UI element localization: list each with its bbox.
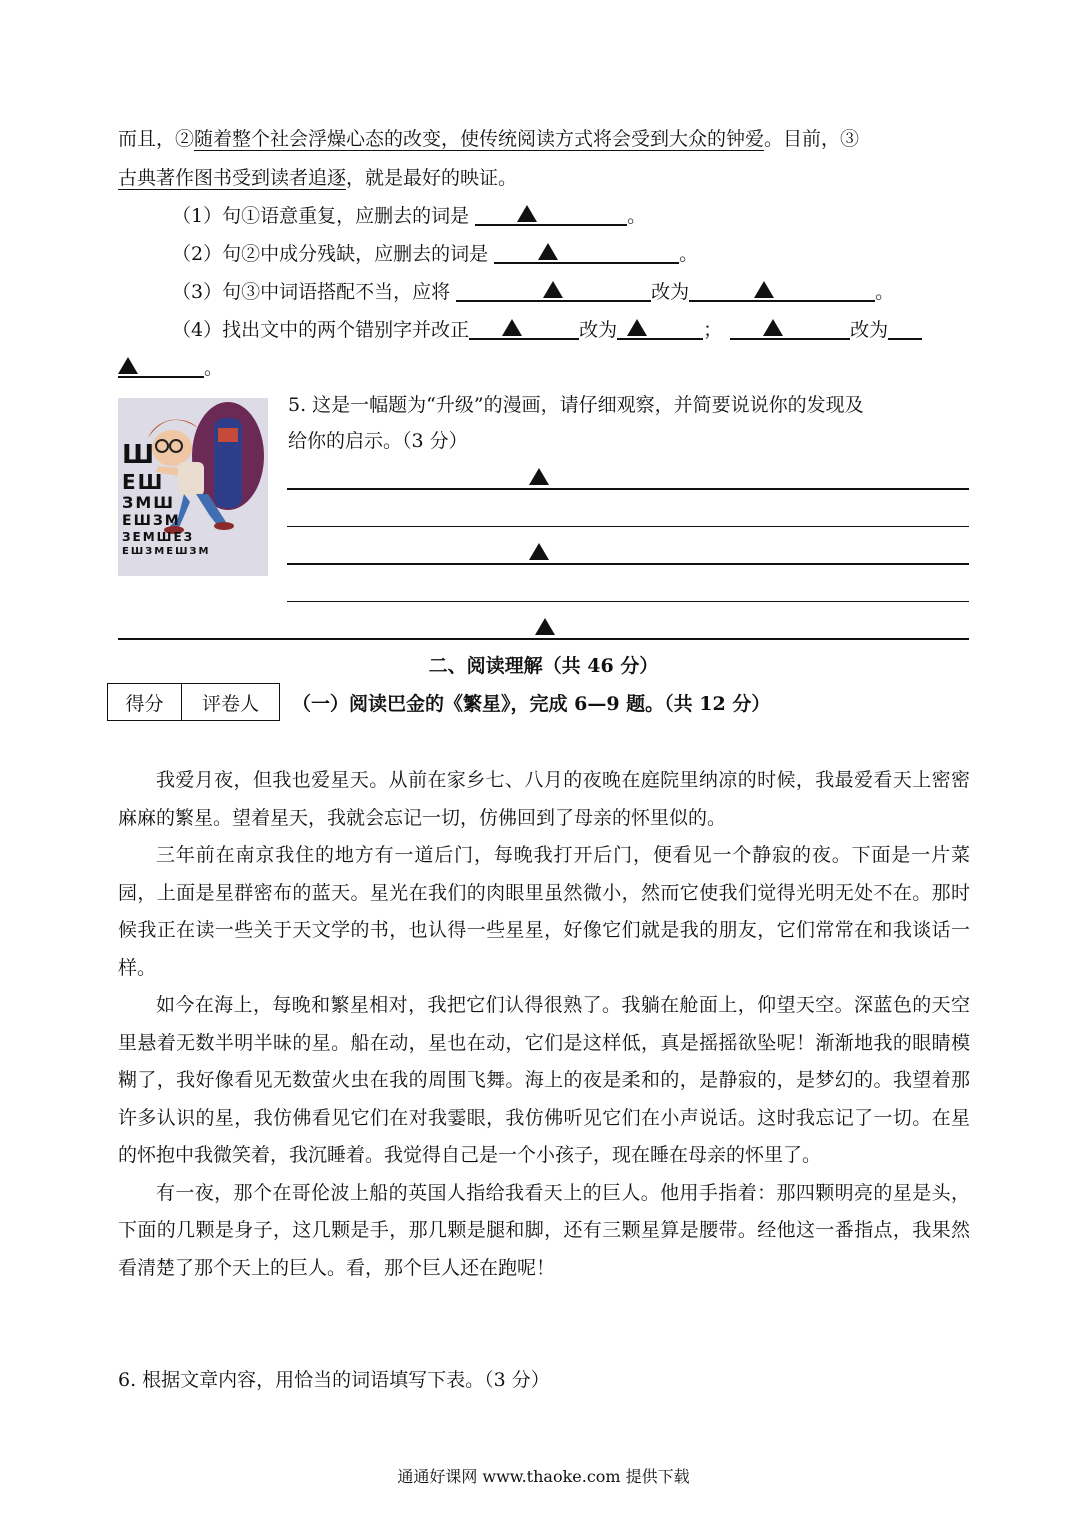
triangle-icon [538,243,558,260]
footer: 通通好课网 www.thaoke.com 提供下载 [397,1467,690,1486]
cartoon-upgrade-image [118,398,268,576]
text-line-2: 古典著作图书受到读者追逐，就是最好的映证。 [118,167,518,189]
passage-paragraph: 如今在海上，每晚和繁星相对，我把它们认得很熟了。我躺在舱面上，仰望天空。深蓝色的天空里悬着无数半明半昧的星。船在动，星也在动，它们是这样低，真是摇摇欲坠呢！渐渐地我的眼睛模糊了，我好像看见无数萤火虫在我的周围飞舞。海上的夜是柔和的，是静寂的，是梦幻的。我望着那许多认识的星，我仿佛看见它们在对我霎眼，我仿佛听见它们在小声说话。这时我忘记了一切。在星的怀抱中我微笑着，我沉睡着。我觉得自己是一个小孩子，现在睡在母亲的怀里了。 [118,994,970,1166]
answer-blank[interactable] [494,240,679,264]
sub-heading: （一）阅读巴金的《繁星》，完成 6—9 题。（共 12 分） [292,693,771,715]
subquestion-1: （1）句①语意重复，应删去的词是 。 [172,202,646,229]
triangle-icon [754,281,774,298]
eye-chart [122,442,262,557]
triangle-icon [627,319,647,336]
underlined-sentence-2: 随着整个社会浮燥心态的改变，使传统阅读方式将会受到大众的钟爱 [194,128,765,150]
underlined-sentence-3: 古典著作图书受到读者追逐 [118,167,347,189]
subquestion-3: （3）句③中词语搭配不当，应将 改为 。 [172,278,894,305]
answer-line[interactable] [287,563,969,565]
grader-cell[interactable]: 评卷人 [201,692,259,715]
triangle-icon [535,618,555,635]
section-heading: 二、阅读理解（共 46 分） [428,655,659,677]
triangle-icon [543,281,563,298]
eye-chart-row: ЗЕМШЕЗ [122,530,195,544]
answer-blank[interactable] [469,316,579,340]
answer-line[interactable] [118,638,969,640]
score-box [107,683,280,721]
answer-blank[interactable] [456,278,651,302]
answer-line[interactable] [287,526,969,527]
subquestion-4: （4）找出文中的两个错别字并改正 改为 ； 改为 [172,316,922,343]
subquestion-4-continued: 。 [118,354,223,381]
answer-blank[interactable] [617,316,703,340]
eye-chart-row: ЗМШ [122,493,176,512]
subquestion-2: （2）句②中成分残缺，应删去的词是 。 [172,240,698,267]
triangle-icon [763,319,783,336]
passage-paragraph: 我爱月夜，但我也爱星天。从前在家乡七、八月的夜晚在庭院里纳凉的时候，我最爱看天上密密麻麻的繁星。望着星天，我就会忘记一切，仿佛回到了母亲的怀里似的。 [118,769,970,829]
score-cell[interactable]: 得分 [108,684,182,720]
answer-blank[interactable] [689,278,875,302]
triangle-icon [529,543,549,560]
passage-paragraph: 三年前在南京我住的地方有一道后门，每晚我打开后门，便看见一个静寂的夜。下面是一片菜园，上面是星群密布的蓝天。星光在我们的肉眼里虽然微小，然而它使我们觉得光明无处不在。那时候我正在读一些关于天文学的书，也认得一些星星，好像它们就是我的朋友，它们常常在和我谈话一样。 [118,844,970,979]
question-5-line-2: 给你的启示。（3 分） [288,430,468,452]
answer-blank[interactable] [888,316,922,340]
eye-chart-row: ЕШЗМЕШЗМ [122,546,211,557]
text-line-1: 而且，②随着整个社会浮燥心态的改变，使传统阅读方式将会受到大众的钟爱。目前，③ [118,128,860,150]
answer-line[interactable] [287,488,969,490]
answer-blank[interactable] [730,316,850,340]
eye-chart-row: Ш [122,440,156,470]
triangle-icon [529,468,549,485]
triangle-icon [517,205,537,222]
answer-blank[interactable] [118,354,204,378]
triangle-icon [118,357,138,374]
eye-chart-row: ЕШ [122,470,165,494]
answer-blank[interactable] [475,202,627,226]
question-6: 6. 根据文章内容，用恰当的词语填写下表。（3 分） [118,1369,550,1391]
passage-paragraph: 有一夜，那个在哥伦波上船的英国人指给我看天上的巨人。他用手指着：那四颗明亮的星是头，下面的几颗是身子，这几颗是手，那几颗是腿和脚，还有三颗星算是腰带。经他这一番指点，我果然看清楚了那个天上的巨人。看，那个巨人还在跑呢！ [118,1181,970,1279]
question-5-line-1: 5. 这是一幅题为“升级”的漫画，请仔细观察，并简要说说你的发现及 [288,394,864,416]
reading-passage [118,762,970,1287]
eye-chart-row: ЕШЗМ [122,513,181,529]
answer-line[interactable] [287,601,969,602]
triangle-icon [502,319,522,336]
